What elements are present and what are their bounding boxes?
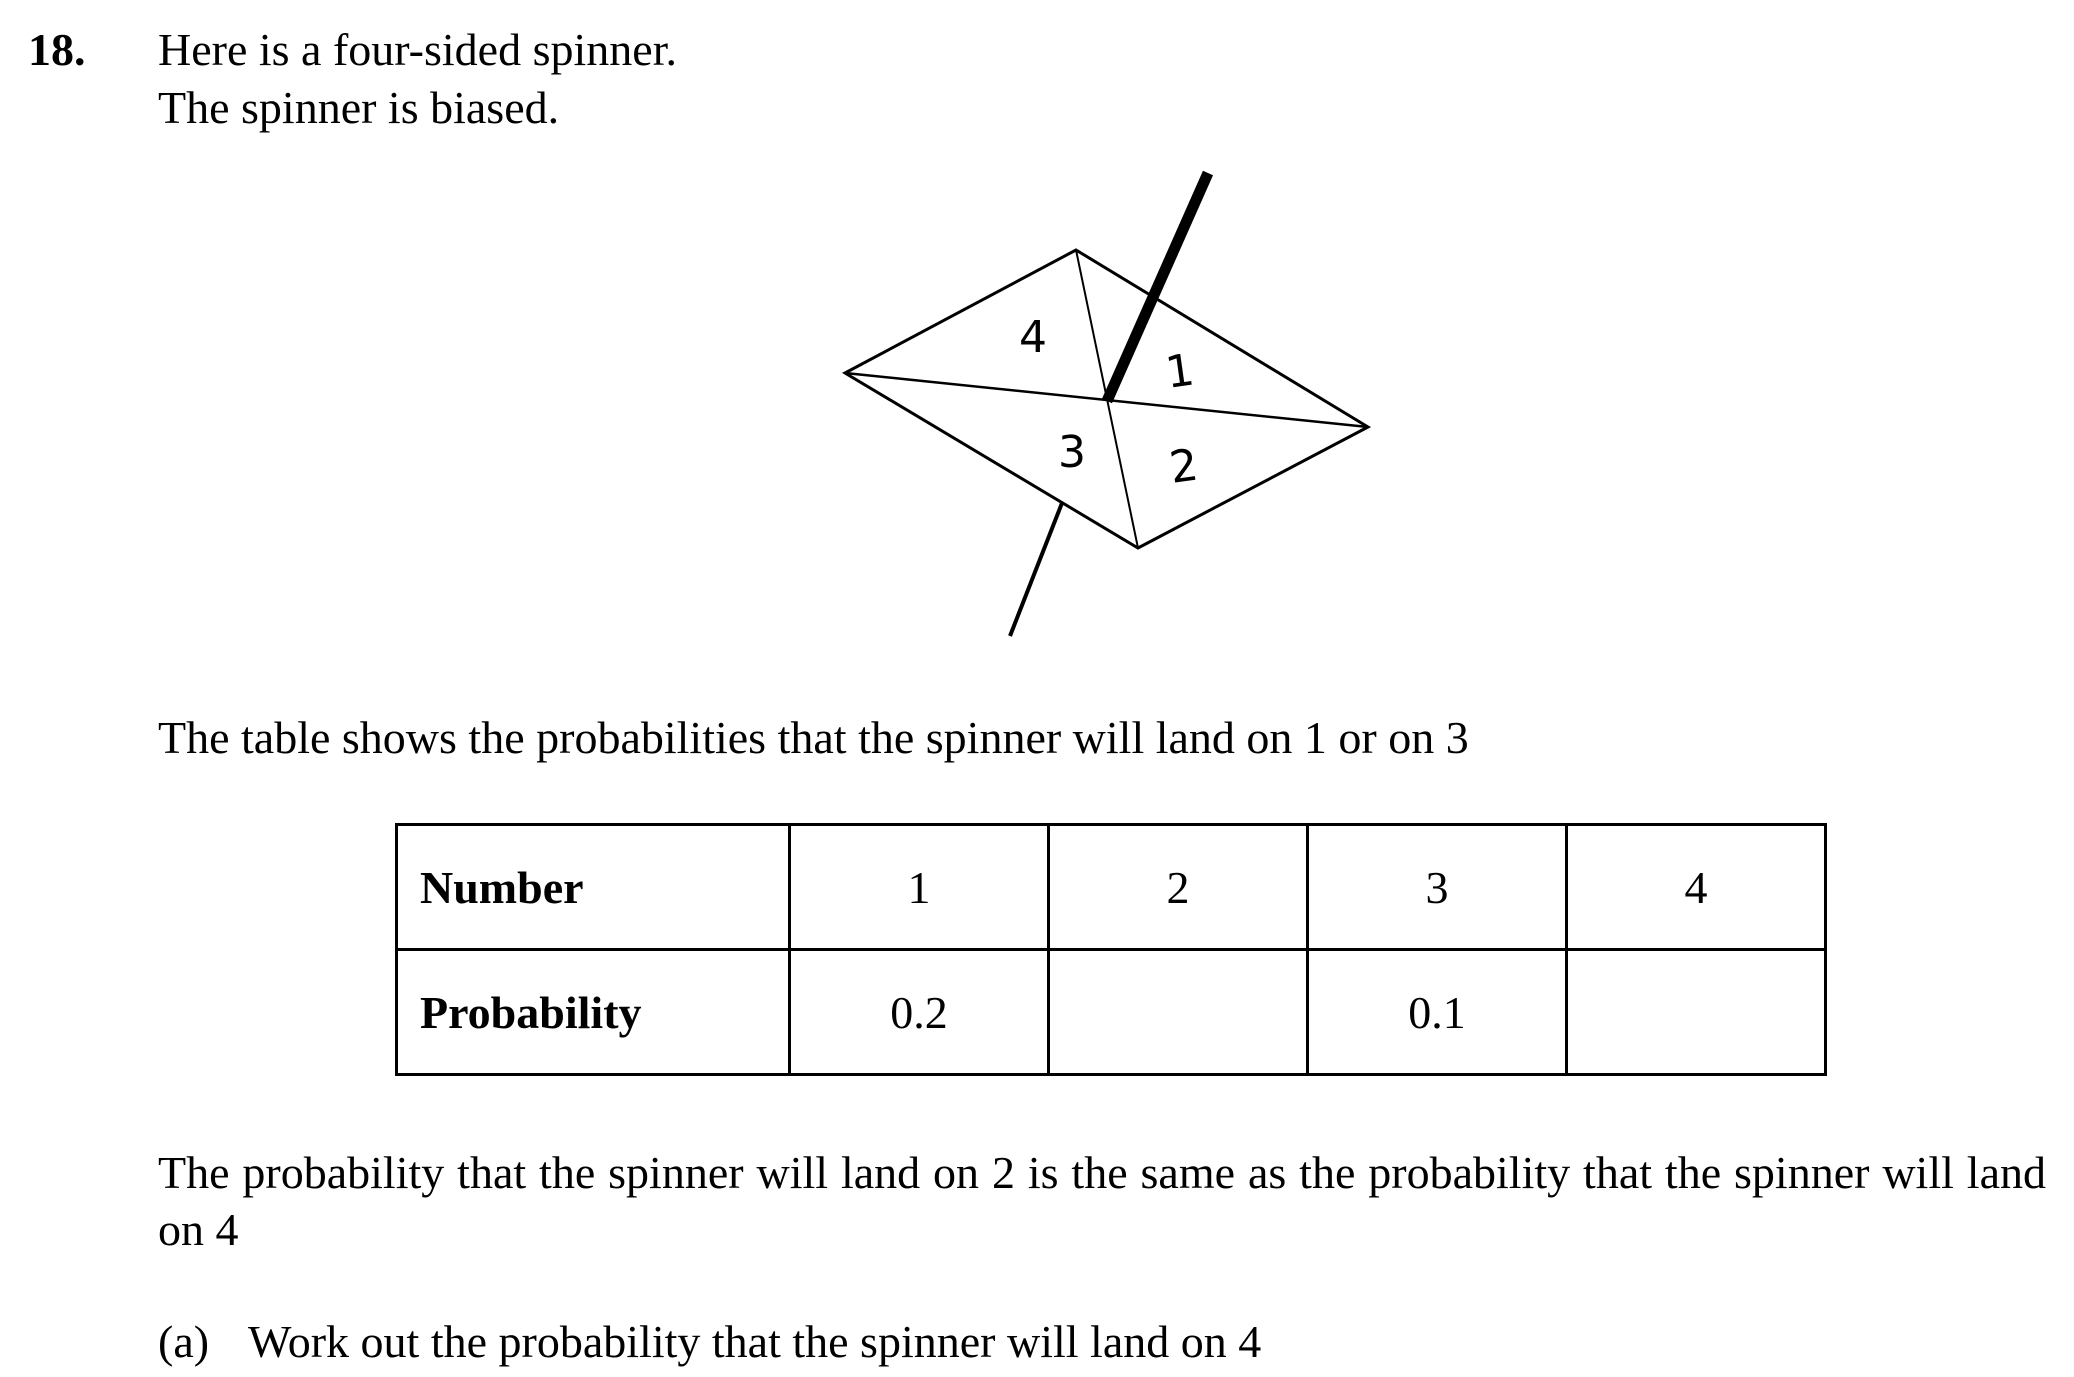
- probability-cell-3: 0.1: [1308, 950, 1567, 1075]
- intro-line-1: Here is a four-sided spinner.: [158, 24, 677, 75]
- table-row-number: [397, 825, 1826, 950]
- equal-probability-statement: The probability that the spinner will land on 2 is the same as the probability that the spinner will land on 4: [158, 1147, 2046, 1255]
- row-header-number: Number: [397, 825, 790, 950]
- spinner-label-1: 1: [1162, 344, 1198, 399]
- number-cell-1: 1: [790, 825, 1049, 950]
- table-intro: The table shows the probabilities that the spinner will land on 1 or on 3: [158, 712, 1469, 763]
- spinner-axis-bottom: [1010, 503, 1062, 636]
- probability-table: [395, 823, 1827, 1076]
- spinner-label-2: 2: [1166, 439, 1202, 494]
- question-number: 18.: [28, 24, 86, 75]
- probability-cell-1: 0.2: [790, 950, 1049, 1075]
- number-cell-3: 3: [1308, 825, 1567, 950]
- row-header-probability: Probability: [397, 950, 790, 1075]
- probability-cell-4: [1567, 950, 1826, 1075]
- spinner-diagram: [830, 165, 1390, 645]
- spinner-label-4: 4: [1019, 312, 1047, 363]
- probability-cell-2: [1049, 950, 1308, 1075]
- number-cell-2: 2: [1049, 825, 1308, 950]
- part-a-text: Work out the probability that the spinner will land on 4: [248, 1316, 1262, 1367]
- intro-line-2: The spinner is biased.: [158, 82, 560, 133]
- spinner-label-3: 3: [1058, 427, 1086, 478]
- number-cell-4: 4: [1567, 825, 1826, 950]
- part-a-label: (a): [158, 1316, 210, 1367]
- table-row-probability: [397, 950, 1826, 1075]
